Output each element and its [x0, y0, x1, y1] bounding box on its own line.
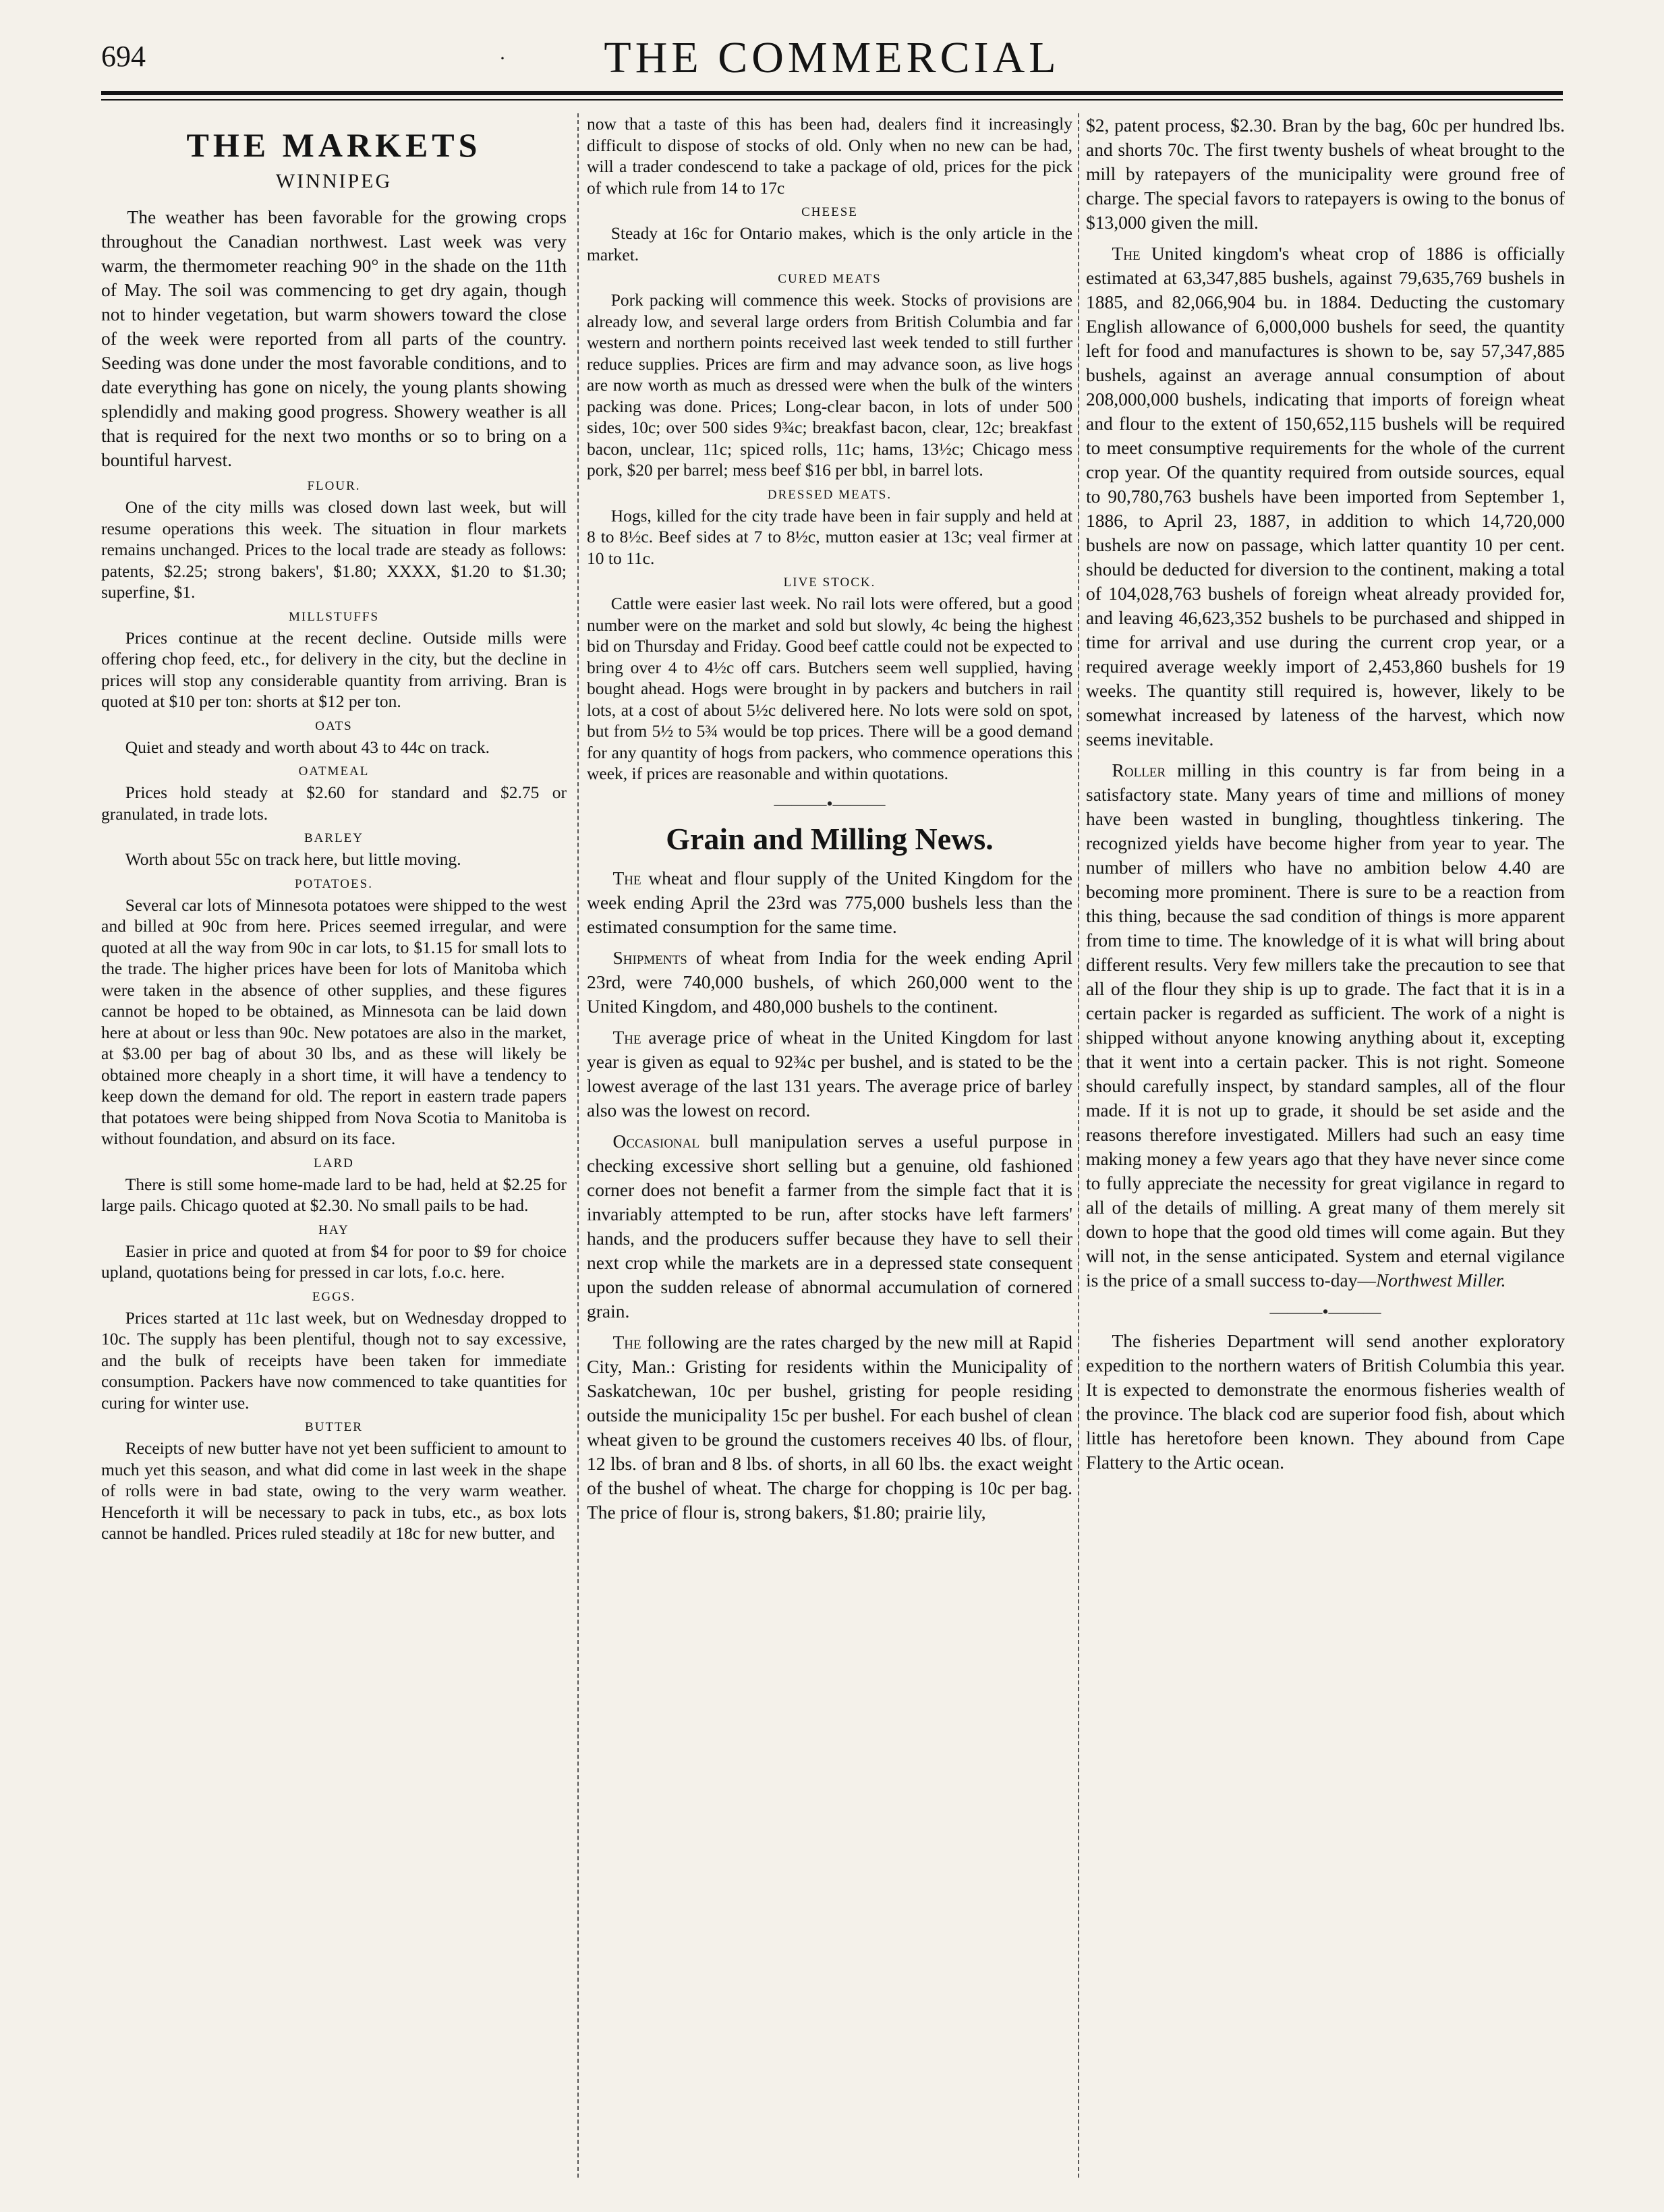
lead-word: The	[612, 867, 641, 888]
ornament-divider: ———•———	[774, 793, 886, 814]
section-text-cheese: Steady at 16c for Ontario makes, which is the only article in the market.	[587, 223, 1072, 264]
butter-continued: now that a taste of this has been had, dealers find it increasingly difficult to dispose of stocks of old. Only when no new can be had, will a trader condescend to take a package of old, prices for the pick of which rule from 14 to 17c	[587, 114, 1072, 198]
section-text-flour: One of the city mills was closed down last week, but will resume operations this week. The situation in flour markets remains unchanged. Prices to the local trade are steady as follows: patents, $2.25; strong bakers', $1.80; XXXX, $1.20 to $1.30; superfine, $1.	[101, 497, 567, 602]
markets-intro: The weather has been favorable for the growing crops throughout the Canadian northwest. Last week was very warm, the thermometer reaching 90° in the shade on the 11th of May. The soil was commencing to get dry again, though not to hinder vegetation, but warm showers toward the close of the week were reported from all parts of the country. Seeding was done under the most favorable conditions, and to date everything has gone on nicely, the young plants showing splendidly and making good progress. Showery weather is all that is required for the next two months or so to bring on a bountiful harvest.	[101, 206, 567, 470]
para-text: milling in this country is far from being in a satisfactory state. Many years of time and millions of money have been wasted in bungling, thoughtless tinkering. The recognized yields have become higher from year to year. The number of millers who have no ambition below 4.40 are becoming more prominent. There is sure to be a reaction from this thing, because the sad condition of things is more apparent from time to time. The knowledge of it is what will bring about different results. Very few millers take the precaution to see that all of the flour they ship is up to grade. The fact that it is in a certain packer is regarded as sufficient. The work of a night is shipped without anyone knowing anything about it, excepting that it went into a certain packer. This is not right. Someone should carefully inspect, by standard samples, all of the flour made. If it is not up to grade, it should be set aside and the reasons therefore investigated. Millers had such an easy time making money a few years ago that they have never since come to fully appreciate the necessity for great vigilance in regard to all of the details of milling. A great many of them merely sit down to hope that the good old times will come again. But they will not, in the sense anticipated. System and eternal vigilance is the price of a small success to-day—	[1086, 760, 1565, 1291]
grain-milling-heading: Grain and Milling News.	[666, 821, 994, 856]
section-heading-cheese: CHEESE	[801, 205, 858, 219]
page-number: 694	[101, 40, 146, 73]
section-text-oatmeal: Prices hold steady at $2.60 for standard and $2.75 or granulated, in trade lots.	[101, 783, 567, 824]
section-text-hay: Easier in price and quoted at from $4 for poor to $9 for choice upland, quotations being for pressed in car lots, f.o.c. here.	[101, 1241, 567, 1282]
section-heading-cured-meats: CURED MEATS	[778, 272, 882, 286]
para-text: wheat and flour supply of the United Kingdom for the week ending April the 23rd was 775,000 bushels less than the estimated consumption for the same time.	[587, 867, 1072, 937]
section-heading-lard: LARD	[314, 1156, 354, 1170]
fisheries-note: The fisheries Department will send another exploratory expedition to the northern waters of British Columbia this year. It is expected to demonstrate the enormous fisheries wealth of the province. The black cod are superior food fish, about which little has heretofore been known. They abound from Cape Flattery to the Artic ocean.	[1086, 1330, 1565, 1473]
section-heading-oatmeal: OATMEAL	[298, 764, 370, 778]
section-heading-butter: BUTTER	[305, 1420, 363, 1434]
section-heading-live-stock: LIVE STOCK.	[783, 575, 876, 590]
section-heading-oats: OATS	[315, 718, 353, 733]
lead-word: The	[612, 1331, 641, 1353]
para-text: United kingdom's wheat crop of 1886 is officially estimated at 63,347,885 bushels, against 79,635,769 bushels in 1885, and 82,066,904 bu. in 1884. Deducting the customary English allowance of 6,000,000 bushels for seed, the quantity left for food and manufactures is shown to be, say 57,347,885 bushels, against an average annual consumption of about 208,000,000 bushels, indicating that imports of foreign wheat and flour to the extent of 150,652,115 bushels will be required to meet consumptive requirements for the whole of the current crop year. Of the quantity required from outside sources, equal to 90,780,763 bushels have been imported from September 1, 1886, to April 23, 1887, in addition to which 14,720,000 bushels are now on passage, which latter quantity 10 per cent. should be deducted for diversion to the continent, making a total of 104,028,763 bushels of foreign wheat already provided for, and leaving 46,623,352 bushels to be purchased and shipped in time for arrival and use during the current crop year, or a required average weekly import of 2,453,860 bushels for 19 weeks. The quantity still required is, however, likely to be somewhat increased by lateness of the harvest, which now seems inevitable.	[1086, 243, 1565, 749]
section-text-butter: Receipts of new butter have not yet been sufficient to amount to much yet this season, and what did come in last week in the shape of rolls were in bad state, owing to the very warm weather. Henceforth it will be necessary to pack in tubs, etc., as box lots cannot be handled. Prices ruled steadily at 18c for new butter, and	[101, 1438, 567, 1543]
lead-word: Shipments	[612, 946, 687, 968]
lead-word: The	[1112, 243, 1141, 264]
city-heading: WINNIPEG	[275, 170, 393, 192]
para-text: average price of wheat in the United Kingdom for last year is given as equal to 92¾c per bushel, and is stated to be the lowest average of the last 131 years. The average price of barley also was the lowest on record.	[587, 1026, 1072, 1121]
section-heading-eggs: EGGS.	[312, 1289, 356, 1304]
section-heading-flour: FLOUR.	[307, 479, 361, 493]
section-text-eggs: Prices started at 11c last week, but on Wednesday dropped to 10c. The supply has been plentiful, though not to say excessive, and the bulk of receipts have been taken for immediate consumption. Packers have now commenced to take quantities for curing for winter use.	[101, 1307, 567, 1413]
grain-para-india-shipments	[587, 946, 1072, 1019]
section-heading-dressed-meats: DRESSED MEATS.	[767, 487, 892, 502]
header-rule-thick	[101, 91, 1563, 95]
lead-word: Roller	[1112, 760, 1166, 781]
section-text-millstuffs: Prices continue at the recent decline. Outside mills were offering chop feed, etc., for delivery in the city, but the decline in prices will stop any considerable quantity from arriving. Bran is quoted at $10 per ton: shorts at $12 per ton.	[101, 627, 567, 711]
section-heading-millstuffs: MILLSTUFFS	[288, 609, 380, 624]
grain-para-rapid-city	[587, 1330, 1072, 1525]
header-rule-thin	[101, 99, 1563, 101]
ornament-divider: ———•———	[1269, 1302, 1381, 1322]
section-heading-potatoes: POTATOES.	[295, 876, 373, 891]
source-credit: Northwest Miller.	[1375, 1270, 1506, 1291]
section-text-oats: Quiet and steady and worth about 43 to 44c on track.	[125, 737, 490, 757]
column-divider-1	[577, 113, 579, 2178]
lead-word: The	[612, 1026, 641, 1048]
section-text-dressed-meats: Hogs, killed for the city trade have been in fair supply and held at 8 to 8½c. Beef sides at 7 to 8½c, mutton easier at 13c; veal firmer at 10 to 11c.	[587, 505, 1072, 568]
newspaper-title: THE COMMERCIAL	[604, 33, 1060, 82]
para-text: following are the rates charged by the new mill at Rapid City, Man.: Gristing for residents within the Municipality of Saskatchewan, 10c per bushel, gristing for people residing outside the municipality 15c per bushel. For each bushel of clean wheat given to be ground the customers receives 40 lbs. of flour, 12 lbs. of bran and 8 lbs. of shorts, in all 60 lbs. the exact weight of the bushel of wheat. The charge for chopping is 10c per bag. The price of flour is, strong bakers, $1.80; prairie lily,	[587, 1331, 1072, 1523]
section-text-lard: There is still some home-made lard to be had, held at $2.25 for large pails. Chicago quoted at $2.30. No small pails to be had.	[101, 1174, 567, 1215]
para-text: bull manipulation serves a useful purpose in checking excessive short selling but a genuine, old fashioned corner does not benefit a farmer from the simple fact that it is invariably attempted to be run, after stocks have left farmers' hands, and the producers suffer because they have to sell their next crop while the markets are in a depressed state consequent upon the sudden release of abnormal accumulation of cornered grain.	[587, 1130, 1072, 1322]
markets-heading: THE MARKETS	[186, 126, 482, 164]
section-text-live-stock: Cattle were easier last week. No rail lots were offered, but a good number were on the market and sold but slowly, 4c being the highest bid on Thursday and Friday. Good beef cattle could not be expected to bring over 4 to 4½c off cars. Butchers seem well supplied, having bought ahead. Hogs were brought in by packers and butchers in rail lots, at a cost of about 5½c delivered here. No lots were sold on spot, but from 5½ to 5¾ would be top prices. There will be a good demand for any quantity of hogs from packers, who commence operations this week, if prices are reasonable and within quotations.	[587, 594, 1072, 783]
para-text: of wheat from India for the week ending April 23rd, were 740,000 bushels, of which 260,000 went to the United Kingdom, and 480,000 bushels to the continent.	[587, 946, 1072, 1017]
column-3	[1086, 113, 1565, 2178]
section-text-potatoes: Several car lots of Minnesota potatoes were shipped to the west and billed at 90c from here. Prices seemed irregular, and were quoted at all the way from 90c in car lots, to $1.15 for small lots to the trade. The higher prices have been for lots of Manitoba which were taken in the absence of other supplies, and these figures cannot be hoped to be obtained, as Minnesota can be laid down here at about or less than 90c. New potatoes are also in the market, at $3.00 per bag of about 30 lbs, and as these will likely be obtained more cheaply in a short time, it will have a tendency to keep down the demand for old. The report in eastern trade papers that potatoes were being shipped from Nova Scotia to Manitoba is without foundation, and absurd on its face.	[101, 895, 567, 1148]
column-2	[587, 113, 1072, 2178]
grain-para-average-price	[587, 1025, 1072, 1123]
section-text-cured-meats: Pork packing will commence this week. Stocks of provisions are already low, and several large orders from British Columbia and far western and northern points received last week tended to still further reduce supplies. Prices are firm and may advance soon, as live hogs are now worth as much as dressed were when the bulk of the winters packing was done. Prices; Long-clear bacon, in lots of under 500 sides, 10c; over 500 sides 9¾c; breakfast bacon, clear, 12c; breakfast bacon, unclear, 11c; spiced rolls, 11c; hams, 13½c; Chicago mess pork, $20 per barrel; mess beef $16 per bbl, in barrel lots.	[587, 290, 1072, 480]
masthead-dot: ·	[499, 47, 506, 69]
grain-para-uk-supply	[587, 866, 1072, 939]
uk-wheat-crop	[1086, 242, 1565, 751]
masthead	[101, 27, 1563, 81]
grain-para-bull-manipulation	[587, 1129, 1072, 1324]
section-text-barley: Worth about 55c on track here, but little moving.	[125, 849, 461, 869]
roller-milling	[1086, 758, 1565, 1293]
rapid-city-continued: $2, patent process, $2.30. Bran by the bag, 60c per hundred lbs. and shorts 70c. The first twenty bushels of wheat brought to the mill by ratepayers of the municipality were ground free of charge. The special favors to ratepayers is owing to the bonus of $13,000 given the mill.	[1086, 115, 1565, 233]
column-divider-2	[1078, 113, 1079, 2178]
column-1	[101, 113, 567, 2178]
lead-word: Occasional	[612, 1130, 700, 1152]
section-heading-hay: HAY	[318, 1222, 349, 1237]
section-heading-barley: BARLEY	[304, 831, 364, 845]
